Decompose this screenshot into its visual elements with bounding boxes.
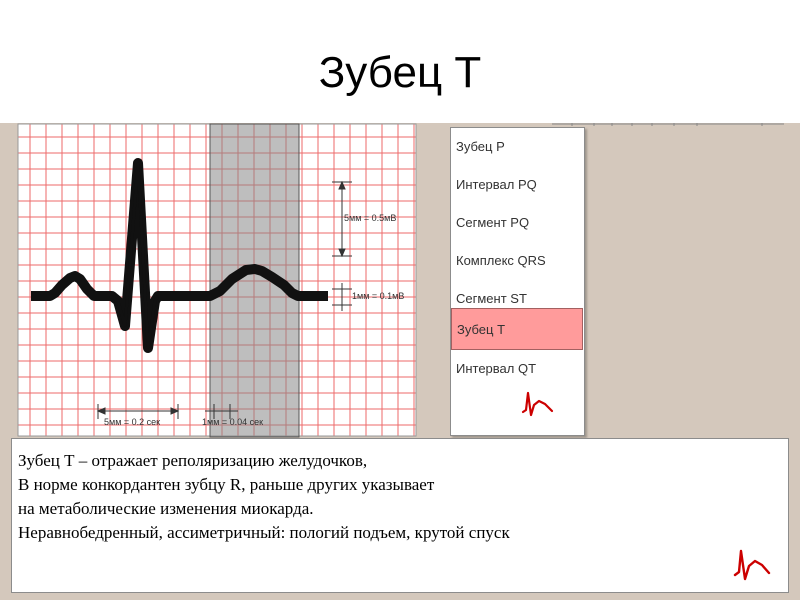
description-line: В норме конкордантен зубцу R, раньше других указывает <box>18 475 435 494</box>
time-scale-label-small: 1мм = 0.04 сек <box>202 417 264 427</box>
time-scale-label-large: 5мм = 0.2 сек <box>104 417 161 427</box>
small-amplitude-scale-label: 1мм = 0.1мВ <box>352 291 405 301</box>
description-line: на метаболические изменения миокарда. <box>18 499 314 518</box>
ecg-logo-icon <box>732 547 772 583</box>
description-line: Зубец Т – отражает реполяризацию желудочков, <box>18 451 368 470</box>
slide-title: Зубец Т <box>318 48 482 97</box>
menu-item-pq-interval[interactable]: Интервал PQ <box>456 177 537 192</box>
menu-item-pq-segment[interactable]: Сегмент PQ <box>456 215 530 230</box>
menu-item-t-wave[interactable]: Зубец Т <box>451 308 583 350</box>
menu-item-qt-interval[interactable]: Интервал QT <box>456 361 537 376</box>
amplitude-scale-label: 5мм = 0.5мВ <box>344 213 397 223</box>
navigation-menu <box>450 127 585 436</box>
ecg-logo-icon[interactable] <box>521 390 555 418</box>
top-tab-strip <box>552 123 784 127</box>
description-line: Неравнобедренный, ассиметричный: пологий подъем, крутой спуск <box>18 523 510 542</box>
description-box <box>11 438 789 593</box>
menu-item-qrs-complex[interactable]: Комплекс QRS <box>456 253 546 268</box>
menu-item-st-segment[interactable]: Сегмент ST <box>456 291 527 306</box>
menu-item-p-wave[interactable]: Зубец P <box>456 139 505 154</box>
